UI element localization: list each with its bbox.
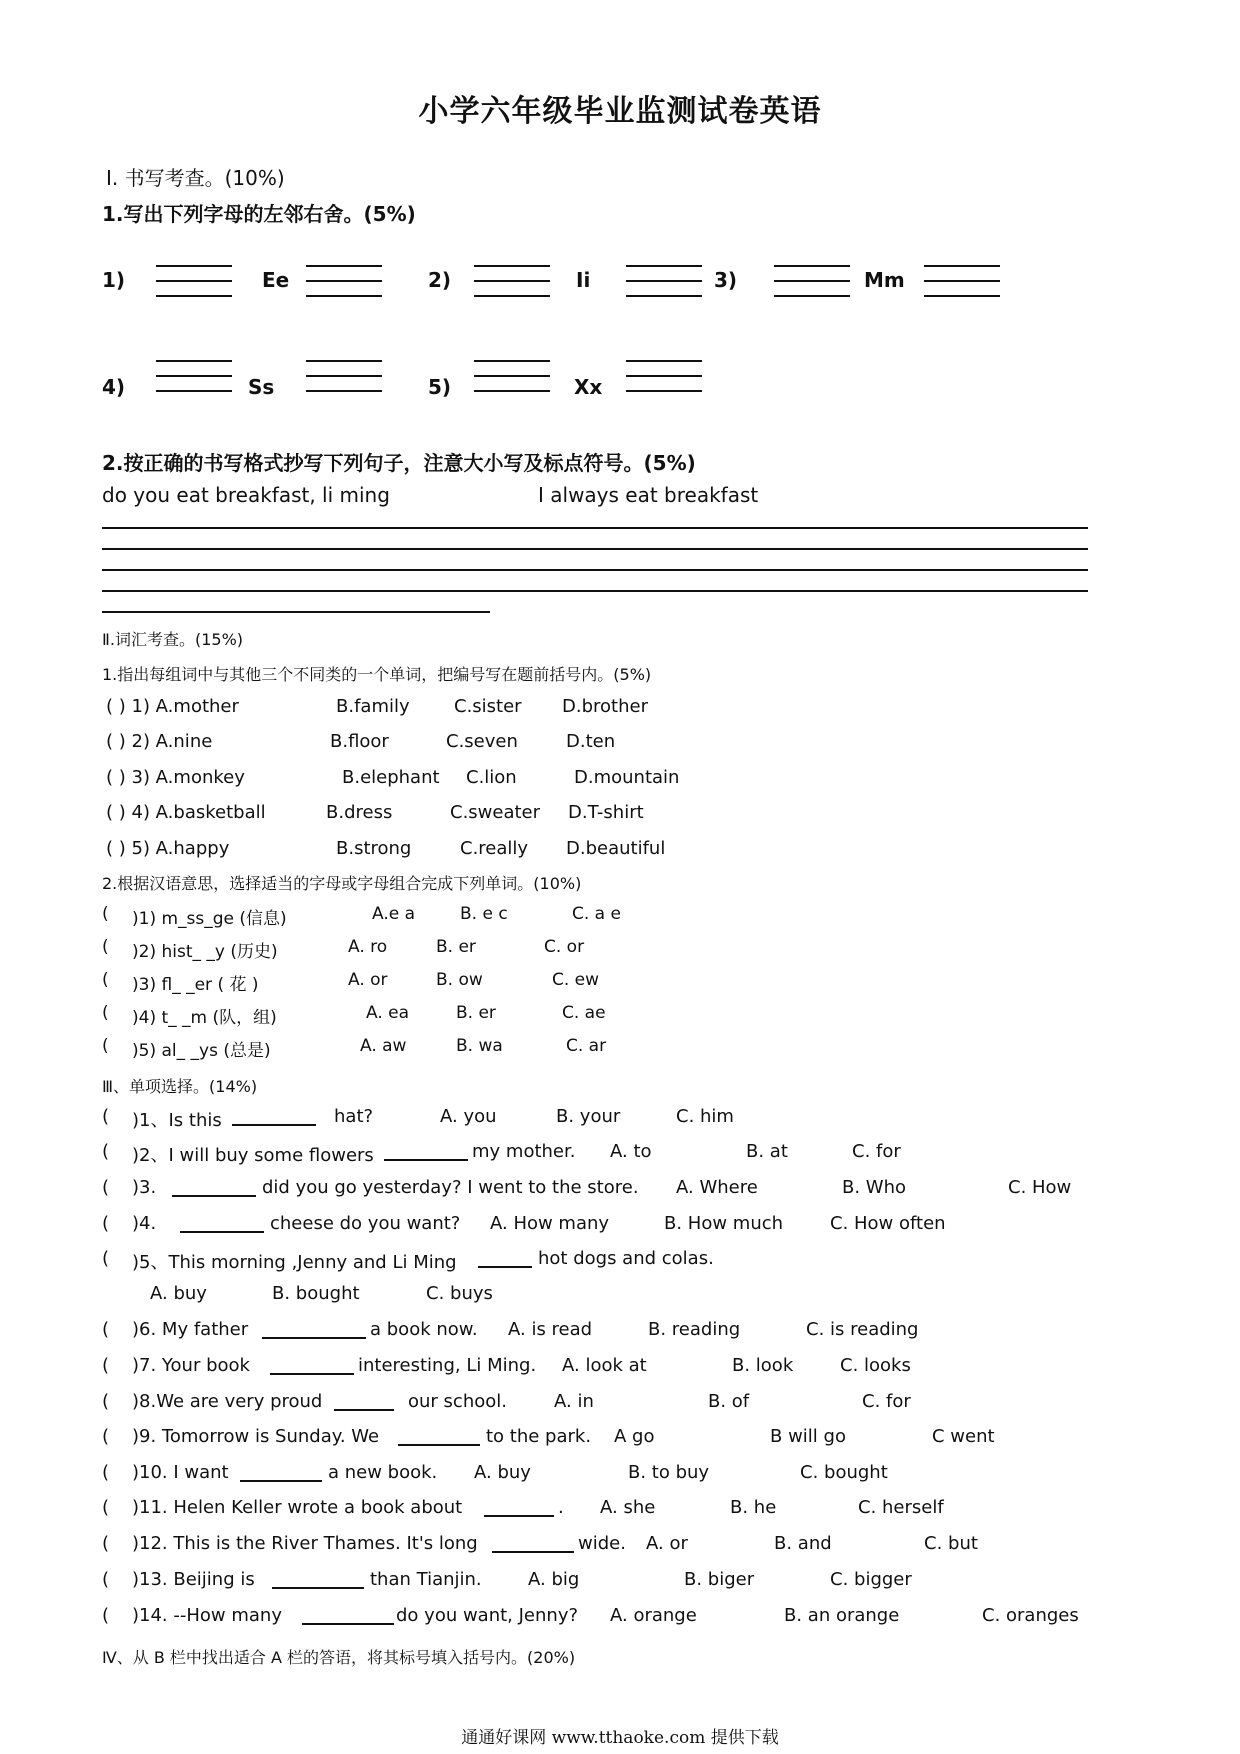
- answer-paren[interactable]: (: [102, 1391, 110, 1412]
- footer-text: 通通好课网 www.tthaoke.com 提供下载: [461, 1728, 779, 1748]
- vocab-option-b: B.elephant: [342, 767, 440, 788]
- mc-blank[interactable]: [262, 1321, 366, 1339]
- spelling-question: )4) t_ _m (队，组): [132, 1008, 277, 1028]
- letter-blank-lines[interactable]: [474, 265, 550, 297]
- mc-question-tail: our school.: [408, 1391, 507, 1412]
- mc-blank[interactable]: [270, 1357, 354, 1375]
- letter-item: Ii: [576, 268, 591, 292]
- spelling-option-c: C. ew: [552, 970, 600, 990]
- mc-option-a: A. in: [554, 1391, 594, 1412]
- mc-option-c: C. How often: [830, 1213, 946, 1234]
- answer-paren[interactable]: (: [102, 1248, 110, 1269]
- mc-option-c: C. him: [676, 1106, 734, 1127]
- mc-question: )2、I will buy some flowers: [132, 1145, 374, 1166]
- mc-option-b: B. he: [730, 1497, 777, 1518]
- mc-blank[interactable]: [398, 1428, 480, 1446]
- letter-blank-lines[interactable]: [306, 265, 382, 297]
- answer-paren[interactable]: (: [102, 1355, 110, 1376]
- vocab-option-b: B.floor: [330, 731, 389, 752]
- mc-question: )1、Is this: [132, 1110, 222, 1131]
- answer-paren[interactable]: (: [102, 1319, 110, 1340]
- mc-option-b: B. at: [746, 1141, 788, 1162]
- mc-option-c: C. but: [924, 1533, 978, 1554]
- mc-option-a: A go: [614, 1426, 655, 1447]
- mc-blank[interactable]: [334, 1393, 394, 1411]
- vocab-option-c: C.really: [460, 838, 529, 859]
- mc-question: )12. This is the River Thames. It's long: [132, 1533, 478, 1554]
- spelling-option-a: A. or: [348, 970, 388, 990]
- writing-line[interactable]: [102, 611, 490, 613]
- section-1-heading: Ⅰ. 书写考查。(10%): [106, 166, 285, 190]
- spelling-option-c: C. a e: [572, 904, 621, 924]
- letter-blank-lines[interactable]: [156, 265, 232, 297]
- mc-question: )10. I want: [132, 1462, 229, 1483]
- mc-blank[interactable]: [484, 1499, 554, 1517]
- page-title: 小学六年级毕业监测试卷英语: [418, 94, 822, 129]
- section-2-heading: Ⅱ.词汇考查。(15%): [102, 630, 244, 649]
- mc-option-c: C. looks: [840, 1355, 911, 1376]
- answer-paren[interactable]: (: [102, 1036, 109, 1056]
- mc-question-tail: .: [558, 1497, 564, 1518]
- vocab-option-a: ( ) 5) A.happy: [106, 838, 230, 859]
- spelling-question: )5) al_ _ys (总是): [132, 1041, 271, 1061]
- mc-option-a: A. to: [610, 1141, 652, 1162]
- mc-option-a: A. look at: [562, 1355, 647, 1376]
- spelling-question: )1) m_ss_ge (信息): [132, 909, 287, 929]
- spelling-option-a: A. aw: [360, 1036, 407, 1056]
- vocab-option-c: C.sweater: [450, 802, 541, 823]
- section-1-q1-heading: 1.写出下列字母的左邻右舍。(5%): [102, 202, 416, 226]
- mc-option-a: A. is read: [508, 1319, 593, 1340]
- mc-option-c: C. for: [852, 1141, 901, 1162]
- mc-question-tail: than Tianjin.: [370, 1569, 482, 1590]
- mc-option-b: B. Who: [842, 1177, 907, 1198]
- mc-question-tail: hat?: [334, 1106, 374, 1127]
- letter-item-num: 4): [102, 375, 126, 399]
- vocab-option-a: ( ) 3) A.monkey: [106, 767, 245, 788]
- mc-blank[interactable]: [478, 1250, 532, 1268]
- mc-question-tail: a book now.: [370, 1319, 478, 1340]
- mc-option-a: A. she: [600, 1497, 656, 1518]
- vocab-option-c: C.lion: [466, 767, 517, 788]
- mc-option-b: B. look: [732, 1355, 794, 1376]
- spelling-option-b: B. e c: [460, 904, 508, 924]
- mc-option-a: A. How many: [490, 1213, 610, 1234]
- section-2-q1-heading: 1.指出每组词中与其他三个不同类的一个单词，把编号写在题前括号内。(5%): [102, 665, 652, 684]
- mc-option-a: A. Where: [676, 1177, 758, 1198]
- section-1-q2-heading: 2.按正确的书写格式抄写下列句子，注意大小写及标点符号。(5%): [102, 451, 696, 475]
- vocab-option-c: C.sister: [454, 696, 522, 717]
- vocab-option-b: B.dress: [326, 802, 393, 823]
- mc-option-a: A. buy: [474, 1462, 531, 1483]
- section-2-q2-heading: 2.根据汉语意思，选择适当的字母或字母组合完成下列单词。(10%): [102, 874, 582, 893]
- letter-blank-lines[interactable]: [924, 265, 1000, 297]
- spelling-option-b: B. wa: [456, 1036, 503, 1056]
- mc-option-a: A. big: [528, 1569, 580, 1590]
- letter-item-num: 1): [102, 268, 126, 292]
- mc-option-b: B. of: [708, 1391, 750, 1412]
- writing-line[interactable]: [102, 569, 1088, 571]
- section-4-heading: Ⅳ、从 B 栏中找出适合 A 栏的答语，将其标号填入括号内。(20%): [102, 1648, 576, 1667]
- letter-blank-lines[interactable]: [774, 265, 850, 297]
- letter-blank-lines[interactable]: [474, 360, 550, 392]
- answer-paren[interactable]: (: [102, 1141, 110, 1162]
- answer-paren[interactable]: (: [102, 1213, 110, 1234]
- mc-question-tail: cheese do you want?: [270, 1213, 461, 1234]
- letter-item: Xx: [574, 375, 603, 399]
- mc-option-b: B. to buy: [628, 1462, 710, 1483]
- mc-option-b: B. your: [556, 1106, 621, 1127]
- mc-question: )11. Helen Keller wrote a book about: [132, 1497, 463, 1518]
- vocab-option-d: D.mountain: [574, 767, 680, 788]
- letter-item-num: 5): [428, 375, 452, 399]
- mc-question: )6. My father: [132, 1319, 249, 1340]
- mc-question-tail: did you go yesterday? I went to the store.: [262, 1177, 639, 1198]
- mc-option-a: A. orange: [610, 1605, 697, 1626]
- spelling-question: )2) hist_ _y (历史): [132, 942, 278, 962]
- letter-item: Mm: [864, 268, 905, 292]
- mc-question: )5、This morning ,Jenny and Li Ming: [132, 1252, 457, 1273]
- copy-sentence-b: I always eat breakfast: [538, 483, 759, 507]
- mc-question: )13. Beijing is: [132, 1569, 255, 1590]
- copy-sentence-a: do you eat breakfast, li ming: [102, 483, 390, 507]
- mc-question: )3.: [132, 1177, 157, 1198]
- answer-paren[interactable]: (: [102, 937, 109, 957]
- mc-option-b: B. reading: [648, 1319, 741, 1340]
- spelling-option-c: C. ae: [562, 1003, 606, 1023]
- mc-option-b: B. an orange: [784, 1605, 900, 1626]
- answer-paren[interactable]: (: [102, 1106, 110, 1127]
- spelling-option-a: A.e a: [372, 904, 416, 924]
- mc-blank[interactable]: [240, 1464, 322, 1482]
- mc-option-c: C. buys: [426, 1283, 493, 1304]
- section-3-heading: Ⅲ、单项选择。(14%): [102, 1077, 258, 1096]
- letter-item-num: 3): [714, 268, 738, 292]
- vocab-option-a: ( ) 1) A.mother: [106, 696, 239, 717]
- mc-option-a: A. you: [440, 1106, 497, 1127]
- spelling-option-b: B. er: [456, 1003, 496, 1023]
- answer-paren[interactable]: (: [102, 1177, 110, 1198]
- mc-question: )4.: [132, 1213, 157, 1234]
- answer-paren[interactable]: (: [102, 1569, 110, 1590]
- mc-option-c: C. How: [1008, 1177, 1072, 1198]
- spelling-option-a: A. ea: [366, 1003, 410, 1023]
- vocab-option-a: ( ) 2) A.nine: [106, 731, 213, 752]
- letter-blank-lines[interactable]: [306, 360, 382, 392]
- letter-item-num: 2): [428, 268, 452, 292]
- spelling-option-b: B. er: [436, 937, 476, 957]
- answer-paren[interactable]: (: [102, 1605, 110, 1626]
- spelling-question: )3) fl_ _er ( 花 ): [132, 975, 259, 995]
- mc-question-tail: a new book.: [328, 1462, 438, 1483]
- mc-option-b: B. biger: [684, 1569, 755, 1590]
- vocab-option-b: B.family: [336, 696, 410, 717]
- mc-blank[interactable]: [384, 1143, 468, 1161]
- mc-question: )8.We are very proud: [132, 1391, 323, 1412]
- answer-paren[interactable]: (: [102, 904, 109, 924]
- mc-option-a: A. or: [646, 1533, 688, 1554]
- mc-blank[interactable]: [172, 1179, 256, 1197]
- mc-question-tail: interesting, Li Ming.: [358, 1355, 537, 1376]
- letter-blank-lines[interactable]: [156, 360, 232, 392]
- vocab-option-d: D.brother: [562, 696, 648, 717]
- mc-blank[interactable]: [272, 1571, 364, 1589]
- vocab-option-c: C.seven: [446, 731, 518, 752]
- vocab-option-d: D.T-shirt: [568, 802, 644, 823]
- mc-option-b: B. and: [774, 1533, 832, 1554]
- answer-paren[interactable]: (: [102, 1462, 110, 1483]
- answer-paren[interactable]: (: [102, 1426, 110, 1447]
- letter-blank-lines[interactable]: [626, 360, 702, 392]
- mc-question-tail: to the park.: [486, 1426, 592, 1447]
- spelling-option-b: B. ow: [436, 970, 483, 990]
- mc-option-c: C. for: [862, 1391, 911, 1412]
- mc-blank[interactable]: [180, 1215, 264, 1233]
- answer-paren[interactable]: (: [102, 970, 109, 990]
- vocab-option-d: D.ten: [566, 731, 616, 752]
- mc-blank[interactable]: [232, 1108, 316, 1126]
- writing-line[interactable]: [102, 527, 1088, 529]
- letter-item: Ss: [248, 375, 275, 399]
- spelling-option-c: C. ar: [566, 1036, 607, 1056]
- mc-option-b: B will go: [770, 1426, 846, 1447]
- mc-blank[interactable]: [492, 1535, 574, 1553]
- mc-option-a: A. buy: [150, 1283, 207, 1304]
- spelling-option-c: C. or: [544, 937, 585, 957]
- answer-paren[interactable]: (: [102, 1533, 110, 1554]
- writing-line[interactable]: [102, 590, 1088, 592]
- answer-paren[interactable]: (: [102, 1497, 110, 1518]
- vocab-option-d: D.beautiful: [566, 838, 666, 859]
- vocab-option-b: B.strong: [336, 838, 412, 859]
- mc-question: )14. --How many: [132, 1605, 282, 1626]
- mc-blank[interactable]: [302, 1607, 394, 1625]
- mc-option-b: B. bought: [272, 1283, 360, 1304]
- mc-option-c: C. oranges: [982, 1605, 1079, 1626]
- mc-question-tail: wide.: [578, 1533, 626, 1554]
- mc-question-tail: hot dogs and colas.: [538, 1248, 714, 1269]
- mc-option-c: C went: [932, 1426, 995, 1447]
- mc-option-c: C. herself: [858, 1497, 944, 1518]
- answer-paren[interactable]: (: [102, 1003, 109, 1023]
- mc-option-c: C. bought: [800, 1462, 888, 1483]
- mc-question-tail: do you want, Jenny?: [396, 1605, 579, 1626]
- mc-option-b: B. How much: [664, 1213, 784, 1234]
- mc-option-c: C. bigger: [830, 1569, 912, 1590]
- mc-question: )7. Your book: [132, 1355, 250, 1376]
- writing-line[interactable]: [102, 548, 1088, 550]
- mc-question: )9. Tomorrow is Sunday. We: [132, 1426, 380, 1447]
- spelling-option-a: A. ro: [348, 937, 388, 957]
- letter-blank-lines[interactable]: [626, 265, 702, 297]
- vocab-option-a: ( ) 4) A.basketball: [106, 802, 266, 823]
- mc-option-c: C. is reading: [806, 1319, 919, 1340]
- letter-item: Ee: [262, 268, 290, 292]
- mc-question-tail: my mother.: [472, 1141, 576, 1162]
